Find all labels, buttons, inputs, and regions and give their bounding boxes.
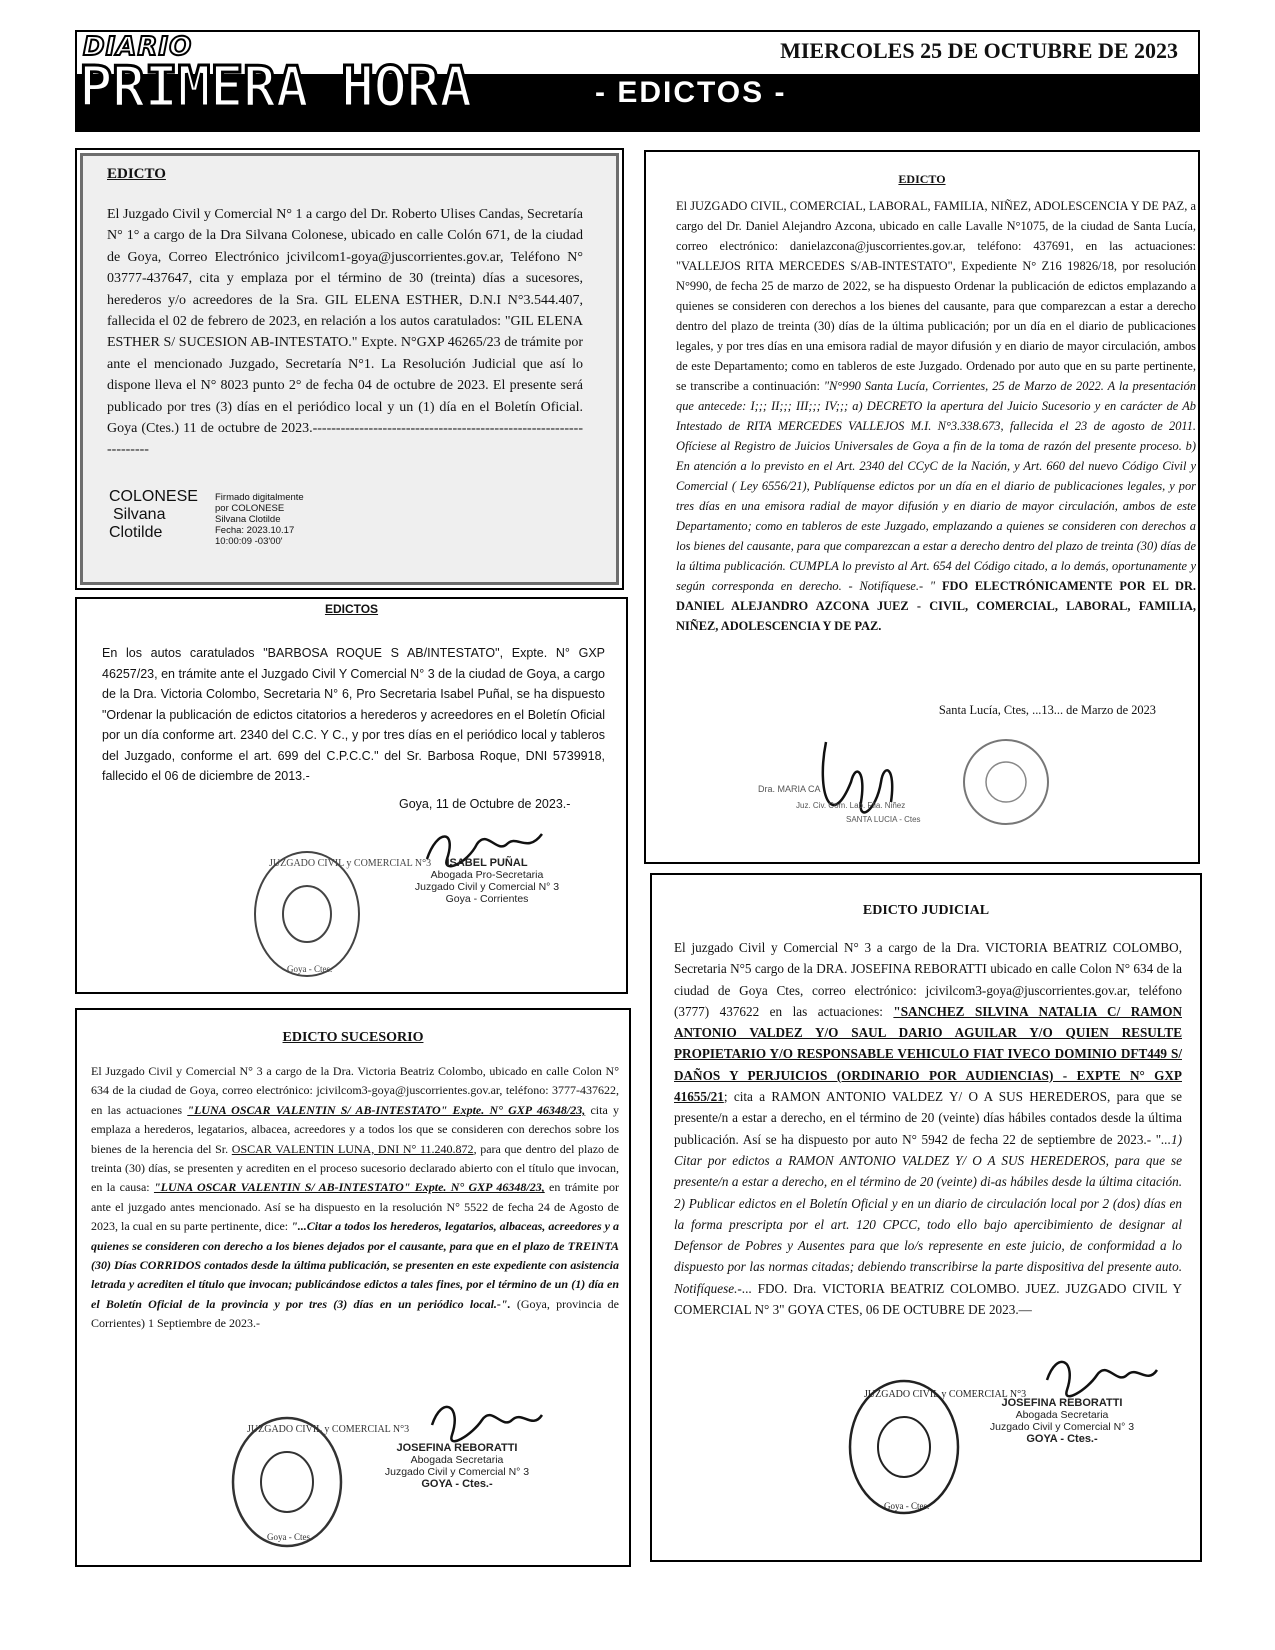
stamp-line-2: Juz. Civ. Com. Lab. Flia. Niñez [796, 801, 906, 810]
edicto-title: EDICTO [898, 172, 946, 186]
edicto-title: EDICTO JUDICIAL [862, 903, 990, 918]
logo-primera-hora: PRIMERA HORA [79, 55, 472, 120]
court-seal-icon [844, 1375, 1027, 1525]
edicto-body: El Juzgado Civil y Comercial N° 1 a cargo del Dr. Roberto Ulises Candas, Secretaría N° 1° a cargo de la Dra Silvana Colonese, ubicado en calle Colón 671, de la ciudad de Goya, Correo Electrónico jcivilcom1-goya@juscorrientes.gov.ar, Teléfono N° 03777-437647, cita y emplaza por el término de 30 (treinta) días a sucesores, herederos y/o acreedores de la Sra. GIL ELENA ESTHER, D.N.I N°3.544.407, fallecida el 02 de febrero de 2023, en relación a los autos caratulados: "GIL ELENA ESTHER S/ SUCESION AB-INTESTATO." Expte. N°GXP 46265/23 de trámite por ante el mencionado Juzgado, Secretaría N°1. La Resolución Judicial que así lo dispone lleva el N° 8023 punto 2° de fecha 04 de octubre de 2023. El presente será publicado por tres (3) días en el periódico local y un (1) día en el Boletín Oficial. Goya (Ctes.) 11 de octubre de 2023.------------------------------------------------------------------- [107, 207, 583, 458]
svg-text:Goya - Ctes.: Goya - Ctes. [287, 964, 333, 974]
edicto-body: El JUZGADO CIVIL, COMERCIAL, LABORAL, FAMILIA, NIÑEZ, ADOLESCENCIA Y DE PAZ, a cargo del Dr. Daniel Alejandro Azcona, ubicado en calle Lavalle N°1075, de la ciudad de Santa Lucía, correo electrónico: danielazcona@juscorrientes.gov.ar, teléfono: 437691, en las actuaciones: "VALLEJOS RITA MERCEDES S/AB-INTESTATO", Expediente N° Z16 19826/18, por resolución N°990, de fecha 25 de marzo de 2022, se ha dispuesto Ordenar la publicación de edictos emplazando a quienes se consideren con derechos a los bienes del causante, para que comparezcan a estar a derecho dentro del plazo de treinta (30) días de la última publicación; por un día en el diario de publicaciones legales, y por tres días en una emisora radial de mayor difusión y en diario de mayor circulación, ambos de este Departamento; como en tableros de este Juzgado. Ordenado por auto que en su parte pertinente, se transcribe a continuación: "N°990 Santa Lucía, Corrientes, 25 de Marzo de 2022. A la presentación que antecede: I;;; II;;; III;;; IV;;; a) DECRETO la apertura del Juicio Sucesorio y en carácter de Ab Intestado de RITA MERCEDES VALLEJOS M.I. N°3.338.673, fallecida el 23 de agosto de 2011. Ofíciese al Registro de Juicios Universales de Goya a fin de la toma de razón del presente proceso. b) En atención a lo previsto en el Art. 2340 del CCyC de la Nación, y Art. 660 del nuevo Código Civil y Comercial ( Ley 6556/21), Publíquense edictos por un día en el diario de publicaciones legales, y por tres días en una emisora radial de mayor difusión y en diario de mayor circulación, ambos de este Departamento; como en tableros de este Juzgado, emplazando a quienes se consideren con derechos a los bienes del causante, para que comparezcan a estar a derecho dentro del plazo de treinta (30) días de la última publicación. CUMPLA lo previsto al Art. 654 del Código citado, a lo demás, oportunamente y según corresponda en derecho. - Notifíquese.- " FDO ELECTRÓNICAMENTE POR EL DR. DANIEL ALEJANDRO AZCONA JUEZ - CIVIL, COMERCIAL, LABORAL, FAMILIA, NIÑEZ, ADOLESCENCIA Y DE PAZ. [676, 199, 1196, 633]
signature-stamp: JOSEFINA REBORATTI Abogada Secretaria Juzgado Civil y Comercial N° 3 GOYA - Ctes.- [384, 1442, 530, 1490]
edicto-body: El juzgado Civil y Comercial N° 3 a cargo de la Dra. VICTORIA BEATRIZ COLOMBO, Secretaria N°5 cargo de la DRA. JOSEFINA REBORATTI ubicado en calle Colon N° 634 de la ciudad de Goya Ctes, correo electrónico: jcivilcom3-goya@juscorrientes.gov.ar, teléfono (3777) 437622 en las actuaciones: "SANCHEZ SILVINA NATALIA C/ RAMON ANTONIO VALDEZ Y/O SAUL DARIO AGUILAR Y/O QUIEN RESULTE PROPIETARIO Y/O RESPONSABLE VEHICULO FIAT IVECO DOMINIO DFT449 S/ DAÑOS Y PERJUICIOS (ORDINARIO POR AUDIENCIAS) - EXPTE N° GXP 41655/21; cita a RAMON ANTONIO VALDEZ Y/ O A SUS HEREDEROS, para que se presente/n a estar a derecho, en el término de 20 (veinte) días hábiles contados desde la última publicación. Así se ha dispuesto por auto N° 5942 de fecha 22 de septiembre de 2023.- "...1) Citar por edictos a RAMON ANTONIO VALDEZ Y/ O A SUS HEREDEROS, para que se presente/n a estar a derecho, en el término de 20 (veinte) di-as hábiles desde la última citación. 2) Publicar edictos en el Boletín Oficial y en un diario de circulación local por 2 (dos) días en la forma prescripta por el art. 120 CPCC, todo ello bajo apercibimiento de designar al Defensor de Pobres y Ausentes para que lo/s represente en este juicio, de conformidad a lo dispuesto por las normas citadas; debiendo transcribirse la parte dispositiva del presente auto. Notifíquese.-... FDO. Dra. VICTORIA BEATRIZ COLOMBO. JUEZ. JUZGADO CIVIL Y COMERCIAL N° 3" GOYA CTES, 06 DE OCTUBRE DE 2023.— [674, 940, 1182, 1318]
section-title: - EDICTOS - [595, 76, 787, 109]
edicto-date: Santa Lucía, Ctes, ...13... de Marzo de 2023 [938, 703, 1156, 717]
svg-text:JUZGADO CIVIL y COMERCIAL N°3: JUZGADO CIVIL y COMERCIAL N°3 [269, 858, 432, 869]
edicto-title: EDICTO [107, 166, 166, 182]
signature-name: COLONESE Silvana Clotilde [109, 488, 198, 541]
digital-signature-info: Firmado digitalmente por COLONESE Silvana Clotilde Fecha: 2023.10.17 10:00:09 -03'00' [215, 492, 304, 547]
edicto-title: EDICTO SUCESORIO [282, 1030, 424, 1045]
edicto-body: En los autos caratulados "BARBOSA ROQUE S AB/INTESTATO", Expte. N° GXP 46257/23, en trámite ante el Juzgado Civil Y Comercial N° 3 de la ciudad de Goya, a cargo de la Dra. Victoria Colombo, Secretaria N° 6, Pro Secretaria Isabel Puñal, se ha dispuesto "Ordenar la publicación de edictos citatorios a herederos y acreedores en el Boletín Oficial por un día conforme art. 2340 del C.C. Y C., y por tres días en el periódico local y tableros del Juzgado, conforme el art. 699 del C.P.C.C." del Sr. Barbosa Roque, DNI 5739918, fallecido el 06 de diciembre de 2013.- [102, 646, 605, 783]
edicto-azcona [644, 150, 1200, 864]
svg-text:Goya - Ctes.: Goya - Ctes. [267, 1532, 313, 1542]
svg-text:JUZGADO CIVIL y COMERCIAL N°3: JUZGADO CIVIL y COMERCIAL N°3 [247, 1424, 410, 1435]
edicto-body: El Juzgado Civil y Comercial N° 3 a cargo de la Dra. Victoria Beatriz Colombo, ubicado en calle Colon N° 634 de la ciudad de Goya, correo electrónico: jcivilcom3-goya@juscorrientes.gov.ar, teléfono: 3777-437622, en las actuaciones "LUNA OSCAR VALENTIN S/ AB-INTESTATO" Expte. N° GXP 46348/23, cita y emplaza a herederos, legatarios, albacea, acreedores y a todos los que se consideren con derechos sobre los bienes de la herencia del Sr. OSCAR VALENTIN LUNA, DNI N° 11.240.872, para que dentro del plazo de treinta (30) días, se presenten y acrediten en el proceso sucesorio declarado abierto con el título que invocan, en la causa: "LUNA OSCAR VALENTIN S/ AB-INTESTATO" Expte. N° GXP 46348/23, en trámite por ante el juzgado antes mencionado. Así se ha dispuesto en la resolución N° 5522 de fecha 24 de Agosto de 2023, la cual en su parte pertinente, dice: "...Citar a todos los herederos, legatarios, albaceas, acreedores y a quienes se consideren con derecho a los bienes dejados por el causante, para que en el plazo de TREINTA (30) Días CORRIDOS contados desde la última publicación, se presenten en este expediente con asistencia letrada y acrediten el título que invocan; publicándose edictos a tales fines, por el término de un (1) día en el Boletín Oficial de la provincia y por tres (3) días en un periódico local.-". (Goya, provincia de Corrientes) 1 Septiembre de 2023.- [91, 1064, 620, 1331]
stamp-signature-image [756, 722, 1076, 842]
signature-stamp: ISABEL PUÑAL Abogada Pro-Secretaria Juzgado Civil y Comercial N° 3 Goya - Corrientes [414, 857, 560, 905]
edicto-title: EDICTOS [324, 602, 379, 616]
stamp-line-3: SANTA LUCIA - Ctes [846, 815, 921, 824]
court-seal-icon [227, 1410, 410, 1555]
signature-stamp: JOSEFINA REBORATTI Abogada Secretaria Juzgado Civil y Comercial N° 3 GOYA - Ctes.- [989, 1397, 1135, 1445]
edicto-colonese [75, 148, 624, 590]
edicto-judicial-sanchez [650, 873, 1202, 1562]
edicto-sucesorio-luna [75, 1008, 631, 1567]
svg-text:JUZGADO CIVIL y COMERCIAL N°3: JUZGADO CIVIL y COMERCIAL N°3 [864, 1389, 1027, 1400]
scanned-page [80, 153, 619, 585]
svg-text:Goya - Ctes.: Goya - Ctes. [884, 1501, 930, 1511]
court-seal-icon [247, 844, 432, 984]
edicto-barbosa [75, 597, 628, 994]
newspaper-header [75, 30, 1200, 132]
logo-diario: DIARIO [83, 32, 193, 62]
stamp-line-1: Dra. MARIA CA [758, 784, 821, 794]
issue-date: MIERCOLES 25 DE OCTUBRE DE 2023 [780, 38, 1178, 63]
edicto-date: Goya, 11 de Octubre de 2023.- [399, 797, 571, 811]
